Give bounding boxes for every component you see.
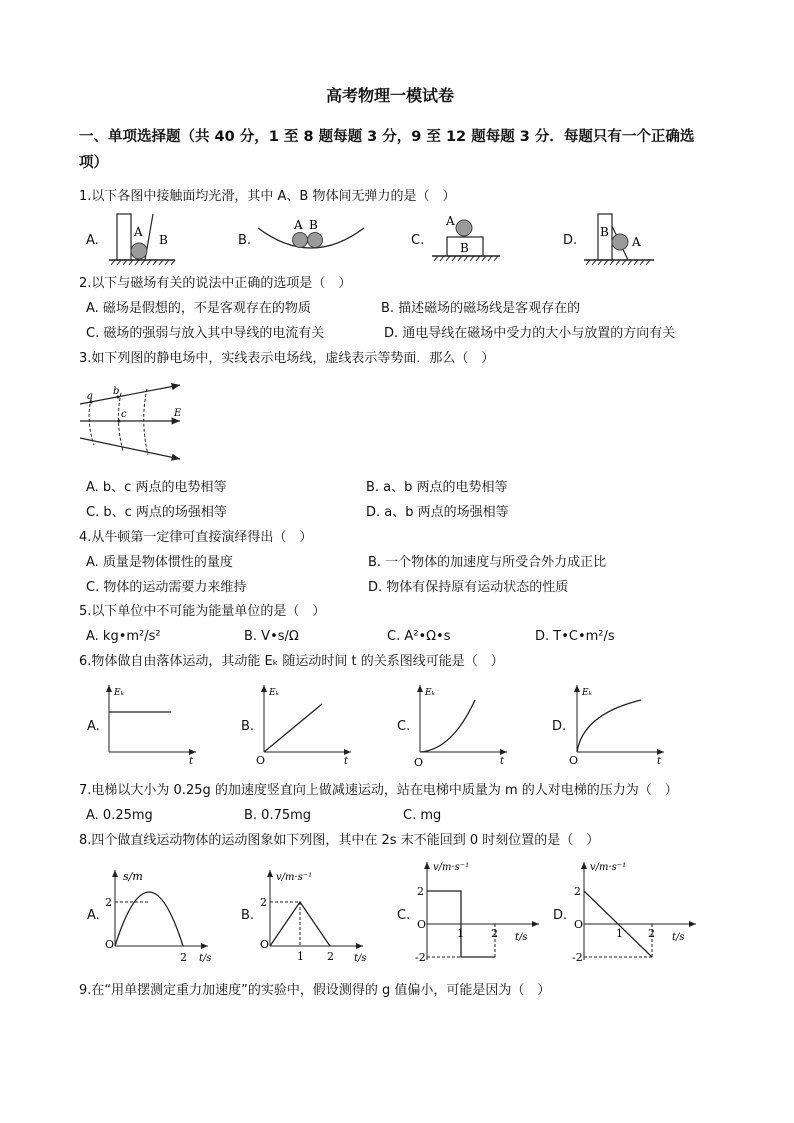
page-title: 高考物理一模试卷: [326, 86, 455, 105]
q2-option-c: C. 磁场的强弱与放入其中导线的电流有关: [86, 326, 325, 341]
q8a-ylabel: s/m: [123, 870, 143, 883]
q6c-ylabel: Eₖ: [425, 688, 435, 698]
q7-option-c: C. mg: [403, 808, 442, 823]
q5-option-d: D. T•C•m²/s: [535, 629, 615, 644]
q8c-xtick-1: 1: [457, 927, 464, 940]
q1-figure-b: [256, 218, 366, 258]
q6a-ylabel: Eₖ: [114, 688, 124, 698]
q3-option-c: C. b、c 两点的场强相等: [86, 505, 227, 520]
q6-option-c-label: C.: [397, 719, 411, 734]
q8c-ytick-neg2: -2: [415, 951, 426, 964]
q8c-ylabel: v/m·s⁻¹: [433, 862, 470, 873]
q5-option-a: A. kg•m²/s²: [86, 629, 161, 644]
q3-option-b: B. a、b 两点的电势相等: [366, 480, 508, 495]
q6-option-a-label: A.: [87, 719, 100, 734]
q1a-label-b: B: [159, 233, 168, 247]
q5-option-c: C. A²•Ω•s: [387, 629, 451, 644]
q8a-xlabel: t/s: [199, 953, 212, 964]
q1-figure-c: [428, 212, 508, 264]
q8d-xtick-2: 2: [648, 927, 655, 940]
q1-figure-a: [105, 212, 185, 268]
q3-stem: 3.如下列图的静电场中，实线表示电场线，虚线表示等势面．那么（ ）: [79, 351, 495, 366]
q1-figure-d: [582, 212, 662, 268]
q8c-ytick-2: 2: [417, 885, 424, 898]
q8-option-c-label: C.: [397, 908, 411, 923]
q1c-label-b: B: [460, 241, 469, 255]
q8a-ytick: 2: [105, 896, 112, 909]
q3-point-c: c: [121, 409, 127, 420]
q6a-xlabel: t: [189, 756, 194, 767]
q5-option-b: B. V•s/Ω: [244, 629, 299, 644]
q8d-xtick-1: 1: [616, 927, 623, 940]
q1-option-a-label: A.: [86, 233, 99, 248]
q8d-ylabel: v/m·s⁻¹: [590, 862, 627, 873]
q8a-xtick: 2: [180, 951, 187, 964]
q8-graph-a: [103, 866, 213, 962]
q8d-xlabel: t/s: [672, 932, 685, 943]
q8-option-d-label: D.: [553, 908, 568, 923]
q1c-label-a: A: [446, 214, 455, 228]
q8c-xtick-2: 2: [491, 927, 498, 940]
q8b-origin: O: [260, 938, 270, 951]
q1b-label-b: B: [309, 218, 318, 232]
q8-graph-b: [258, 866, 368, 962]
q3-option-a: A. b、c 两点的电势相等: [86, 480, 227, 495]
q6-graph-b: [256, 682, 356, 766]
q7-stem: 7.电梯以大小为 0.25g 的加速度竖直向上做减速运动，站在电梯中质量为 m 的人对电梯的压力为（ ）: [79, 783, 678, 798]
q1d-label-a: A: [632, 235, 641, 249]
q8d-ytick-2: 2: [574, 885, 581, 898]
q8c-origin: O: [417, 918, 427, 931]
q8c-xlabel: t/s: [515, 932, 528, 943]
q6d-ylabel: Eₖ: [582, 688, 592, 698]
q1-option-c-label: C.: [411, 233, 425, 248]
q8a-origin: O: [105, 938, 115, 951]
q8-stem: 8.四个做直线运动物体的运动图象如下列图，其中在 2s 末不能回到 0 时刻位置的是（ ）: [79, 833, 600, 848]
section-heading-line1: 一、单项选择题（共 40 分，1 至 8 题每题 3 分，9 至 12 题每题 3 分．每题只有一个正确选: [79, 129, 695, 145]
q3-point-a: a: [87, 391, 93, 402]
q6b-origin: O: [256, 754, 266, 767]
q7-option-b: B. 0.75mg: [244, 808, 312, 823]
q6b-ylabel: Eₖ: [269, 688, 279, 698]
q6c-xlabel: t: [500, 756, 505, 767]
q9-stem: 9.在“用单摆测定重力加速度”的实验中，假设测得的 g 值偏小，可能是因为（ ）: [79, 983, 551, 998]
q4-stem: 4.从牛顿第一定律可直接演绎得出（ ）: [79, 530, 313, 545]
q1-stem: 1.以下各图中接触面均光滑，其中 A、B 物体间无弹力的是（ ）: [79, 189, 456, 204]
q3-point-b: b: [113, 386, 120, 397]
q6-option-b-label: B.: [241, 719, 255, 734]
q1-option-b-label: B.: [238, 233, 252, 248]
q8b-ytick: 2: [260, 896, 267, 909]
q1-option-d-label: D.: [563, 233, 578, 248]
q8-graph-d: [570, 858, 700, 968]
q6-graph-d: [569, 682, 669, 766]
q6d-xlabel: t: [657, 756, 662, 767]
q8b-ylabel: v/m·s⁻¹: [276, 872, 313, 883]
q8-option-b-label: B.: [241, 908, 255, 923]
q3-field-figure: [78, 383, 188, 463]
q1b-label-a: A: [294, 218, 303, 232]
q2-option-d: D. 通电导线在磁场中受力的大小与放置的方向有关: [384, 326, 676, 341]
q3-field-e: E: [174, 408, 182, 419]
q8b-xlabel: t/s: [354, 953, 367, 964]
q8d-origin: O: [574, 918, 584, 931]
q8-graph-c: [413, 858, 543, 968]
q8b-xtick-1: 1: [297, 950, 304, 963]
q6d-origin: O: [569, 754, 579, 767]
q3-option-d: D. a、b 两点的场强相等: [366, 505, 509, 520]
q6b-xlabel: t: [344, 756, 349, 767]
q6-graph-a: [101, 682, 201, 766]
q5-stem: 5.以下单位中不可能为能量单位的是（ ）: [79, 604, 326, 619]
q6-stem: 6.物体做自由落体运动，其动能 Eₖ 随运动时间 t 的关系图线可能是（ ）: [79, 654, 504, 669]
q8d-ytick-neg2: -2: [572, 951, 583, 964]
q6-graph-c: [412, 682, 512, 769]
q1a-label-a: A: [134, 225, 143, 239]
q4-option-d: D. 物体有保持原有运动状态的性质: [368, 580, 569, 595]
q1d-label-b: B: [600, 225, 609, 239]
q2-option-a: A. 磁场是假想的，不是客观存在的物质: [86, 301, 311, 316]
q2-stem: 2.以下与磁场有关的说法中正确的选项是（ ）: [79, 276, 352, 291]
q6-option-d-label: D.: [552, 719, 567, 734]
q8b-xtick-2: 2: [327, 950, 334, 963]
q4-option-b: B. 一个物体的加速度与所受合外力成正比: [368, 555, 607, 570]
q6c-origin: O: [414, 756, 424, 769]
q2-option-b: B. 描述磁场的磁场线是客观存在的: [381, 301, 581, 316]
q4-option-c: C. 物体的运动需要力来维持: [86, 580, 247, 595]
q7-option-a: A. 0.25mg: [86, 808, 153, 823]
q8-option-a-label: A.: [87, 908, 100, 923]
section-heading-line2: 项）: [79, 155, 108, 171]
q4-option-a: A. 质量是物体惯性的量度: [86, 555, 233, 570]
